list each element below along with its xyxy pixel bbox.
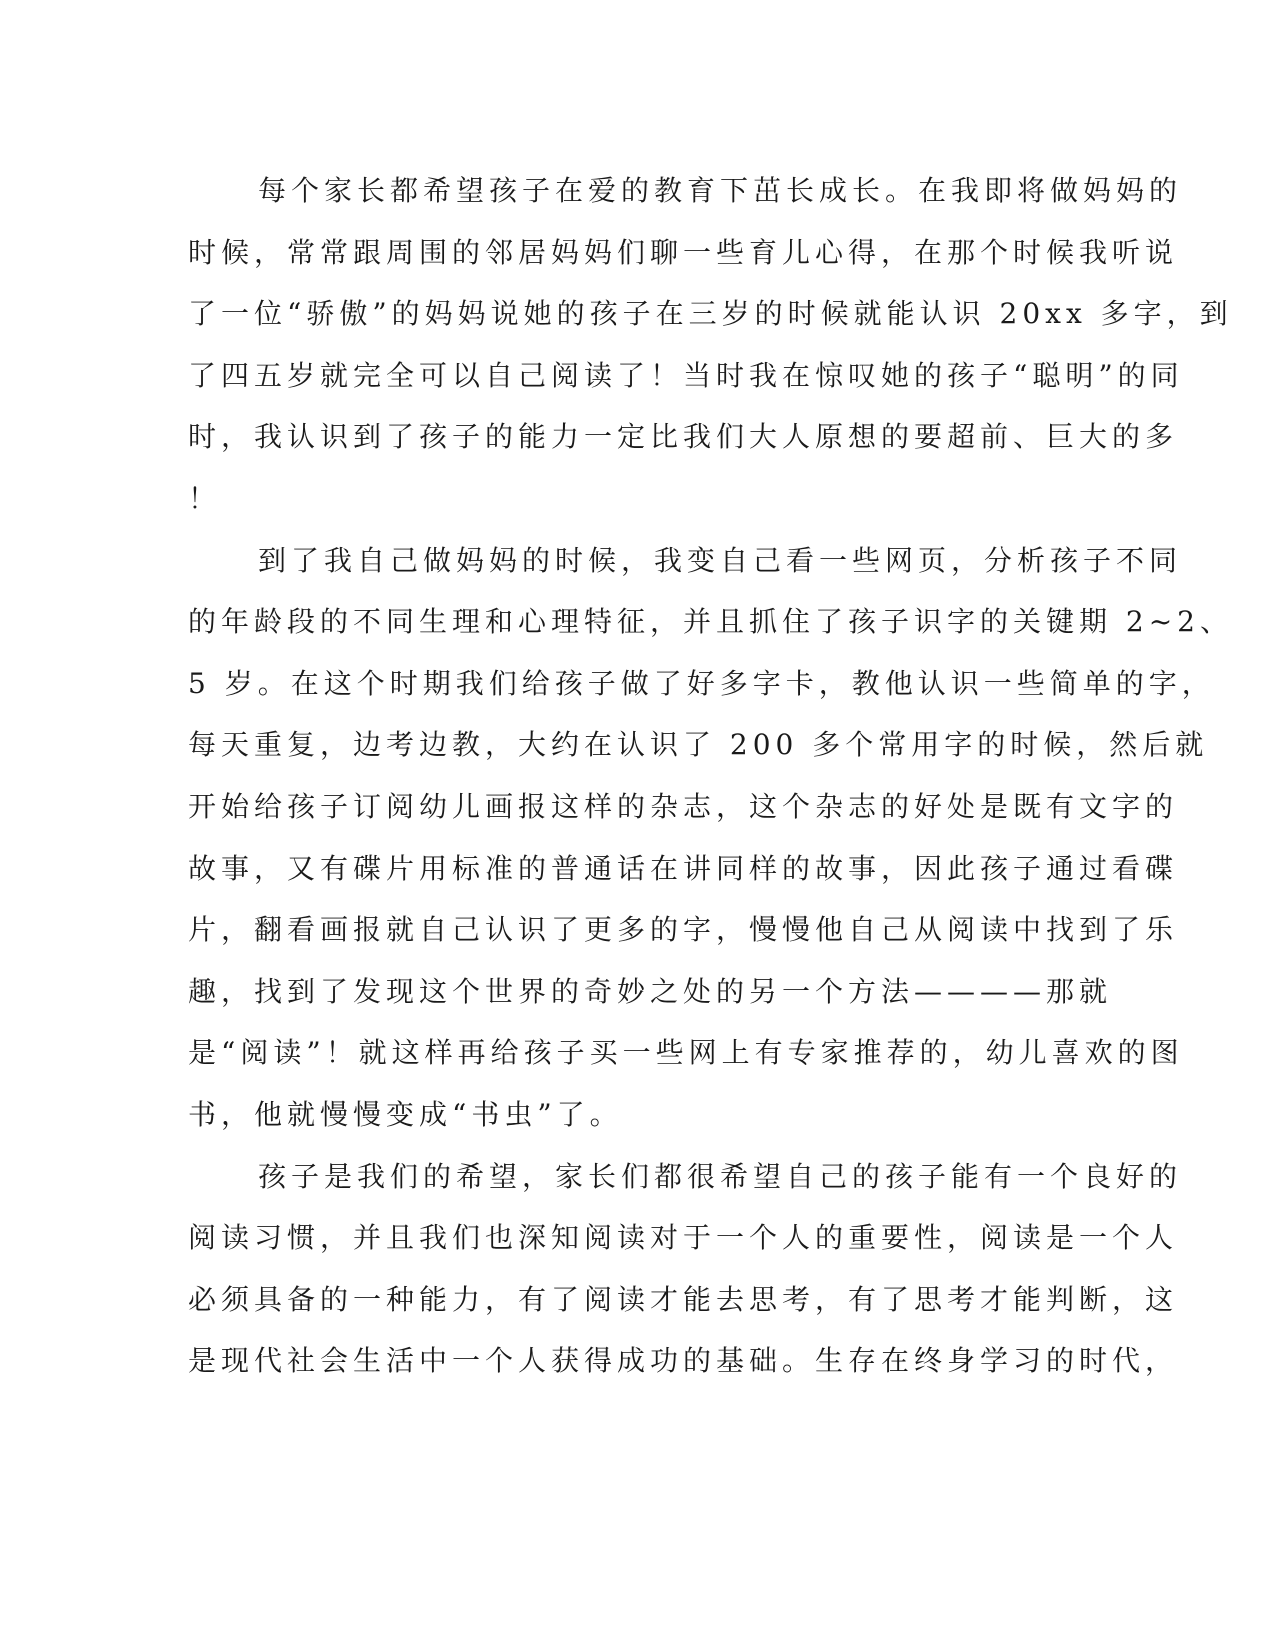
text-line: 阅读习惯，并且我们也深知阅读对于一个人的重要性，阅读是一个人 (188, 1221, 1179, 1255)
text-line: 趣，找到了发现这个世界的奇妙之处的另一个方法————那就 (188, 974, 1113, 1008)
text-line: 片，翻看画报就自己认识了更多的字，慢慢他自己从阅读中找到了乐 (188, 913, 1179, 947)
text-line: 书，他就慢慢变成“书虫”了。 (188, 1097, 623, 1131)
text-line: 是现代社会生活中一个人获得成功的基础。生存在终身学习的时代， (188, 1344, 1179, 1378)
paragraph-3 (188, 1146, 1183, 1392)
text-line: 孩子是我们的希望，家长们都很希望自己的孩子能有一个良好的 (258, 1159, 1183, 1193)
paragraph-1 (188, 160, 1233, 530)
text-line: 故事，又有碟片用标准的普通话在讲同样的故事，因此孩子通过看碟 (188, 851, 1179, 885)
text-line: 时，我认识到了孩子的能力一定比我们大人原想的要超前、巨大的多 (188, 420, 1179, 454)
paragraph-2 (188, 530, 1233, 1146)
text-line: 到了我自己做妈妈的时候，我变自己看一些网页，分析孩子不同 (258, 543, 1183, 577)
text-line: 的年龄段的不同生理和心理特征，并且抓住了孩子识字的关键期 2~2、 (188, 605, 1233, 639)
text-line: 5 岁。在这个时期我们给孩子做了好多字卡，教他认识一些简单的字， (188, 666, 1215, 700)
text-line: 每个家长都希望孩子在爱的教育下茁长成长。在我即将做妈妈的 (258, 174, 1183, 207)
text-line: 时候，常常跟周围的邻居妈妈们聊一些育儿心得，在那个时候我听说 (188, 235, 1179, 269)
document-body (188, 160, 1233, 1392)
text-line: 每天重复，边考边教，大约在认识了 200 多个常用字的时候，然后就 (188, 728, 1209, 762)
text-line: ！ (188, 481, 222, 515)
text-line: 了四五岁就完全可以自己阅读了！当时我在惊叹她的孩子“聪明”的同 (188, 358, 1184, 392)
text-line: 开始给孩子订阅幼儿画报这样的杂志，这个杂志的好处是既有文字的 (188, 789, 1179, 823)
text-line: 必须具备的一种能力，有了阅读才能去思考，有了思考才能判断，这 (188, 1282, 1179, 1316)
text-line: 了一位“骄傲”的妈妈说她的孩子在三岁的时候就能认识 20xx 多字，到 (188, 297, 1233, 331)
text-line: 是“阅读”！就这样再给孩子买一些网上有专家推荐的，幼儿喜欢的图 (188, 1036, 1184, 1070)
